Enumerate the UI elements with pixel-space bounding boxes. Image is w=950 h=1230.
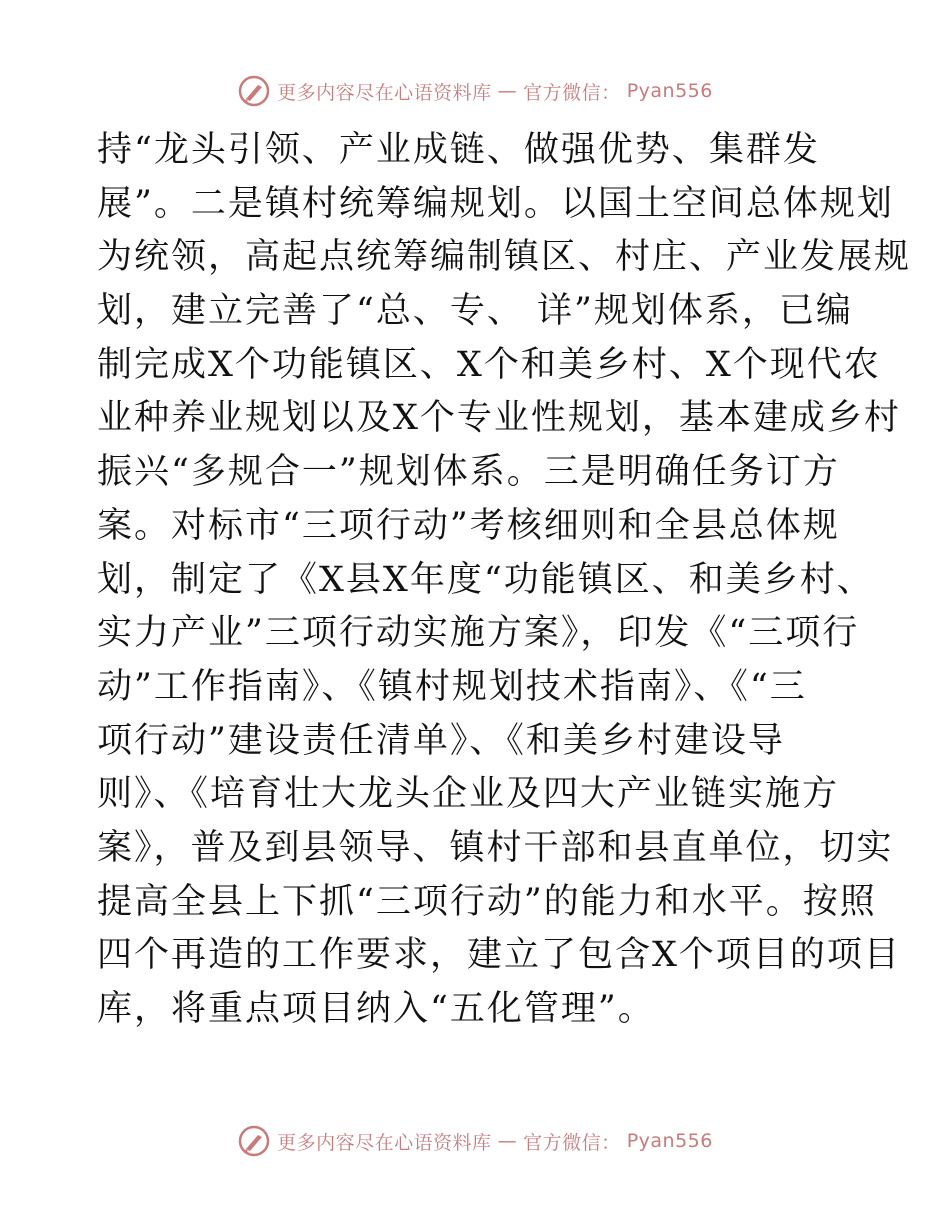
body-line: 划，建立完善了“总、专、 详”规划体系，已编 xyxy=(97,291,853,332)
body-line: 振兴“多规合一”规划体系。三是明确任务订方 xyxy=(97,452,840,493)
watermark-contact-id: Pyan556 xyxy=(626,1130,713,1152)
body-line: 案。对标市“三项行动”考核细则和全县总体规 xyxy=(97,505,840,546)
watermark-contact-label: 官方微信： xyxy=(523,1131,621,1154)
body-line: 业种养业规划以及X个专业性规划，基本建成乡村 xyxy=(97,398,901,439)
body-line: 制完成X个功能镇区、X个和美乡村、X个现代农 xyxy=(97,344,881,385)
body-line: 四个再造的工作要求，建立了包含X个项目的项目 xyxy=(97,935,901,976)
body-line: 为统领，高起点统筹编制镇区、村庄、产业发展规 xyxy=(97,237,912,278)
body-line: 提高全县上下抓“三项行动”的能力和水平。按照 xyxy=(97,881,877,922)
body-line: 则》、《培育壮大龙头企业及四大产业链实施方 xyxy=(97,774,840,815)
watermark-text: 更多内容尽在心语资料库 xyxy=(277,81,492,104)
watermark-contact-label: 官方微信： xyxy=(523,81,621,104)
pen-logo-icon xyxy=(237,74,271,108)
header-watermark xyxy=(0,74,950,108)
footer-watermark xyxy=(0,1124,950,1158)
watermark-contact-id: Pyan556 xyxy=(626,80,713,102)
watermark-text: 更多内容尽在心语资料库 xyxy=(277,1131,492,1154)
body-line: 项行动”建设责任清单》、《和美乡村建设导 xyxy=(97,720,785,761)
watermark-separator: — xyxy=(497,1130,518,1152)
body-line: 实力产业”三项行动实施方案》，印发《“三项行 xyxy=(97,613,860,654)
body-line: 持“龙头引领、产业成链、做强优势、集群发 xyxy=(97,130,820,170)
body-line: 案》，普及到县领导、镇村干部和县直单位，切实 xyxy=(97,827,894,868)
body-line: 展”。二是镇村统筹编规划。以国土空间总体规划 xyxy=(97,183,894,224)
body-line: 划，制定了《X县X年度“功能镇区、和美乡村、 xyxy=(97,559,874,600)
body-line: 动”工作指南》、《镇村规划技术指南》、《“三 xyxy=(97,666,807,707)
document-body xyxy=(97,124,912,1037)
body-line: 库，将重点项目纳入“五化管理”。 xyxy=(97,989,655,1029)
watermark-separator: — xyxy=(497,80,518,102)
pen-logo-icon xyxy=(237,1124,271,1158)
